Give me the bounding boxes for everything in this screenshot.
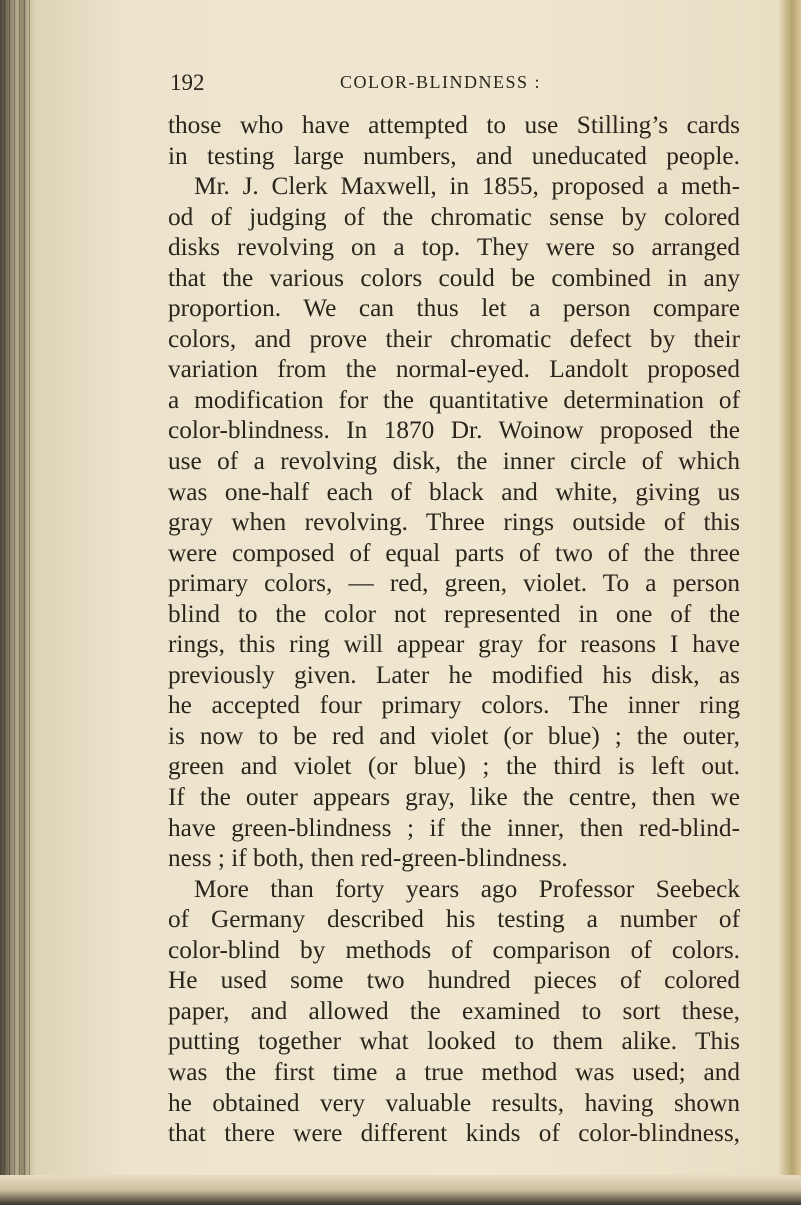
text-line: putting together what looked to them alike. This [168, 1027, 740, 1056]
text-line: od of judging of the chromatic sense by colored [168, 202, 740, 231]
text-line: disks revolving on a top. They were so arranged [168, 233, 740, 262]
text-line: primary colors, — red, green, violet. To a person [168, 569, 740, 598]
text-line: blind to the color not represented in one of the [168, 599, 740, 628]
text-line: ness ; if both, then red-green-blindness. [168, 844, 568, 873]
page-edge-bottom [0, 1175, 801, 1205]
page-number: 192 [170, 70, 205, 95]
text-line: was the first time a true method was used; and [168, 1057, 740, 1086]
text-line: that there were different kinds of color-blindness, [168, 1119, 740, 1148]
text-line: was one-half each of black and white, giving us [168, 477, 740, 506]
text-line: Mr. J. Clerk Maxwell, in 1855, proposed a meth- [194, 172, 740, 201]
text-line: have green-blindness ; if the inner, then red-blind- [168, 813, 740, 842]
page-edge-right [779, 0, 801, 1205]
text-line: he obtained very valuable results, having shown [168, 1088, 740, 1117]
text-line: use of a revolving disk, the inner circle of which [168, 447, 740, 476]
text-line: rings, this ring will appear gray for reasons I have [168, 630, 740, 659]
text-line: is now to be red and violet (or blue) ; the outer, [168, 721, 740, 750]
text-line: He used some two hundred pieces of colored [168, 966, 740, 995]
running-head: COLOR-BLINDNESS : [340, 72, 542, 92]
text-line: those who have attempted to use Stilling’s cards [168, 111, 740, 139]
text-line: green and violet (or blue) ; the third is left out. [168, 752, 740, 781]
page-header [170, 70, 570, 104]
text-line: he accepted four primary colors. The inner ring [168, 691, 740, 720]
text-line: that the various colors could be combined in any [168, 263, 740, 292]
text-line: of Germany described his testing a number of [168, 905, 740, 934]
text-line: gray when revolving. Three rings outside of this [168, 508, 740, 537]
text-line: variation from the normal-eyed. Landolt proposed [168, 355, 740, 384]
body-text [168, 110, 740, 1149]
text-line: previously given. Later he modified his disk, as [168, 660, 740, 689]
text-line: colors, and prove their chromatic defect by their [168, 324, 740, 353]
text-line: were composed of equal parts of two of the three [168, 538, 740, 567]
text-line: proportion. We can thus let a person compare [168, 294, 740, 323]
text-line: color-blindness. In 1870 Dr. Woinow proposed the [168, 416, 740, 445]
text-line: a modification for the quantitative determination of [168, 385, 740, 414]
text-line: paper, and allowed the examined to sort these, [168, 996, 740, 1025]
text-line: More than forty years ago Professor Seebeck [194, 874, 740, 903]
text-line: If the outer appears gray, like the centre, then we [168, 783, 740, 812]
text-line: in testing large numbers, and uneducated people. [168, 141, 740, 170]
text-line: color-blind by methods of comparison of colors. [168, 935, 740, 964]
page-stack-edges [4, 0, 34, 1205]
